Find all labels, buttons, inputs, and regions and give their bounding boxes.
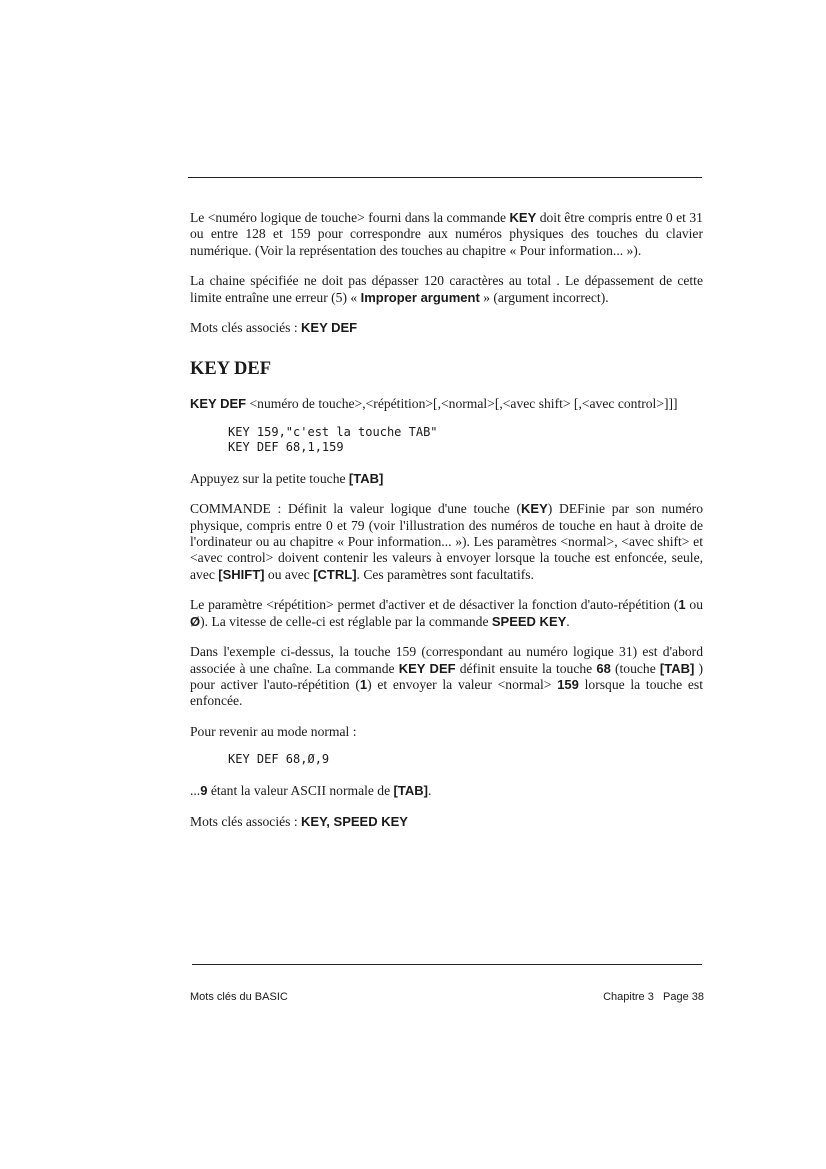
footer-page-number: Chapitre 3 Page 38 — [603, 991, 704, 1003]
keyword: KEY DEF — [190, 396, 247, 412]
keyword: Improper argument — [360, 289, 480, 305]
keyword: [CTRL] — [313, 566, 357, 582]
text-span: lorsque la touche est enfoncée. — [190, 676, 703, 709]
keyword: 159 — [557, 676, 579, 692]
keyword: 1 — [359, 676, 368, 692]
top-divider — [188, 177, 702, 178]
keyword: KEY — [521, 501, 548, 517]
paragraph-normal-mode: Pour revenir au mode normal : — [190, 723, 357, 739]
keyword: SPEED KEY — [491, 613, 567, 629]
code-line: KEY DEF 68,1,159 — [228, 439, 344, 454]
keyword: 9 — [200, 783, 208, 799]
text-span: ou avec — [264, 566, 314, 582]
keyword: [TAB] — [393, 783, 428, 799]
keyword: 68 — [596, 660, 611, 676]
keyword: [SHIFT] — [218, 566, 265, 582]
text-span: ) pour activer l'auto-répétition ( — [190, 660, 703, 692]
keyword: 1 — [678, 597, 686, 613]
text-span: Le <numéro logique de touche> fourni dans la commande — [190, 210, 510, 225]
text-span: ). La vitesse de celle-ci est réglable par la commande — [200, 613, 492, 629]
page-content — [190, 210, 703, 830]
paragraph-example-explanation — [190, 644, 703, 710]
text-span: . Ces paramètres sont facultatifs. — [356, 566, 534, 582]
text-span: Dans l'exemple ci-dessus, la touche 159 (correspondant au numéro logique 31) est d'abord associée à une chaîne. La commande — [190, 644, 703, 676]
syntax-line — [190, 396, 703, 412]
paragraph-related-keywords — [190, 814, 703, 830]
text-span: COMMANDE : Définit la valeur logique d'une touche ( — [190, 501, 522, 517]
paragraph-repetition — [190, 597, 703, 630]
paragraph-press-tab — [190, 471, 703, 487]
text-span: ... — [190, 783, 201, 799]
footer-section-title: Mots clés du BASIC — [190, 991, 288, 1003]
text-span: définit ensuite la touche — [455, 660, 597, 676]
text-span: Mots clés associés : — [190, 320, 302, 336]
paragraph-key-range — [190, 210, 703, 259]
code-line: KEY DEF 68,Ø,9 — [228, 752, 330, 767]
paragraph-ascii-value — [190, 783, 703, 799]
text-span: ou — [685, 597, 703, 613]
code-line: KEY 159,"c'est la touche TAB" — [228, 424, 438, 439]
paragraph-string-limit — [190, 273, 703, 306]
text-span: » (argument incorrect). — [479, 289, 609, 305]
keyword: [TAB] — [348, 470, 384, 486]
paragraph-command — [190, 501, 703, 583]
text-span: doit être compris entre 0 et 31 ou entre 128 et 159 pour correspondre aux numéros physiques des touches du clavier numérique. (Voir la représentation des touches au chapitre « Pour information... »). — [190, 210, 703, 258]
text-span: étant la valeur ASCII normale de — [207, 783, 394, 799]
text-span: Appuyez sur la petite touche — [190, 470, 349, 486]
keyword: KEY, SPEED KEY — [301, 813, 408, 829]
text-span: <numéro de touche>,<répétition>[,<normal>[,<avec shift> [,<avec control>]]] — [246, 396, 678, 412]
keyword: [TAB] — [659, 660, 695, 676]
text-span: ) DEFinie par son numéro physique, compris entre 0 et 79 (voir l'illustration des numéros de touche en haut à droite de l'ordinateur ou au chapitre « Pour information... »). Les paramètres <normal>, <avec shift> et <avec control> doivent contenir les valeurs à envoyer lorsque la touche est enfoncée, seule, avec — [190, 501, 703, 582]
section-heading: KEY DEF — [190, 359, 272, 380]
code-example — [228, 752, 703, 767]
text-span: (touche — [610, 660, 660, 676]
code-example — [228, 425, 703, 455]
keyword: KEY DEF — [301, 320, 358, 336]
text-span: Mots clés associés : — [190, 813, 302, 829]
paragraph-related-keywords — [190, 320, 703, 336]
keyword: Ø — [190, 613, 201, 629]
text-span: Le paramètre <répétition> permet d'activer et de désactiver la fonction d'auto-répétition ( — [190, 597, 679, 613]
keyword: KEY DEF — [398, 660, 456, 676]
text-span: . — [566, 613, 570, 629]
text-span: . — [427, 783, 432, 799]
bottom-divider — [192, 964, 702, 965]
text-span: ) et envoyer la valeur <normal> — [367, 676, 558, 692]
keyword: KEY — [509, 210, 537, 225]
text-span: La chaine spécifiée ne doit pas dépasser 120 caractères au total . Le dépassement de cette limite entraîne une erreur (5) « — [190, 273, 703, 305]
